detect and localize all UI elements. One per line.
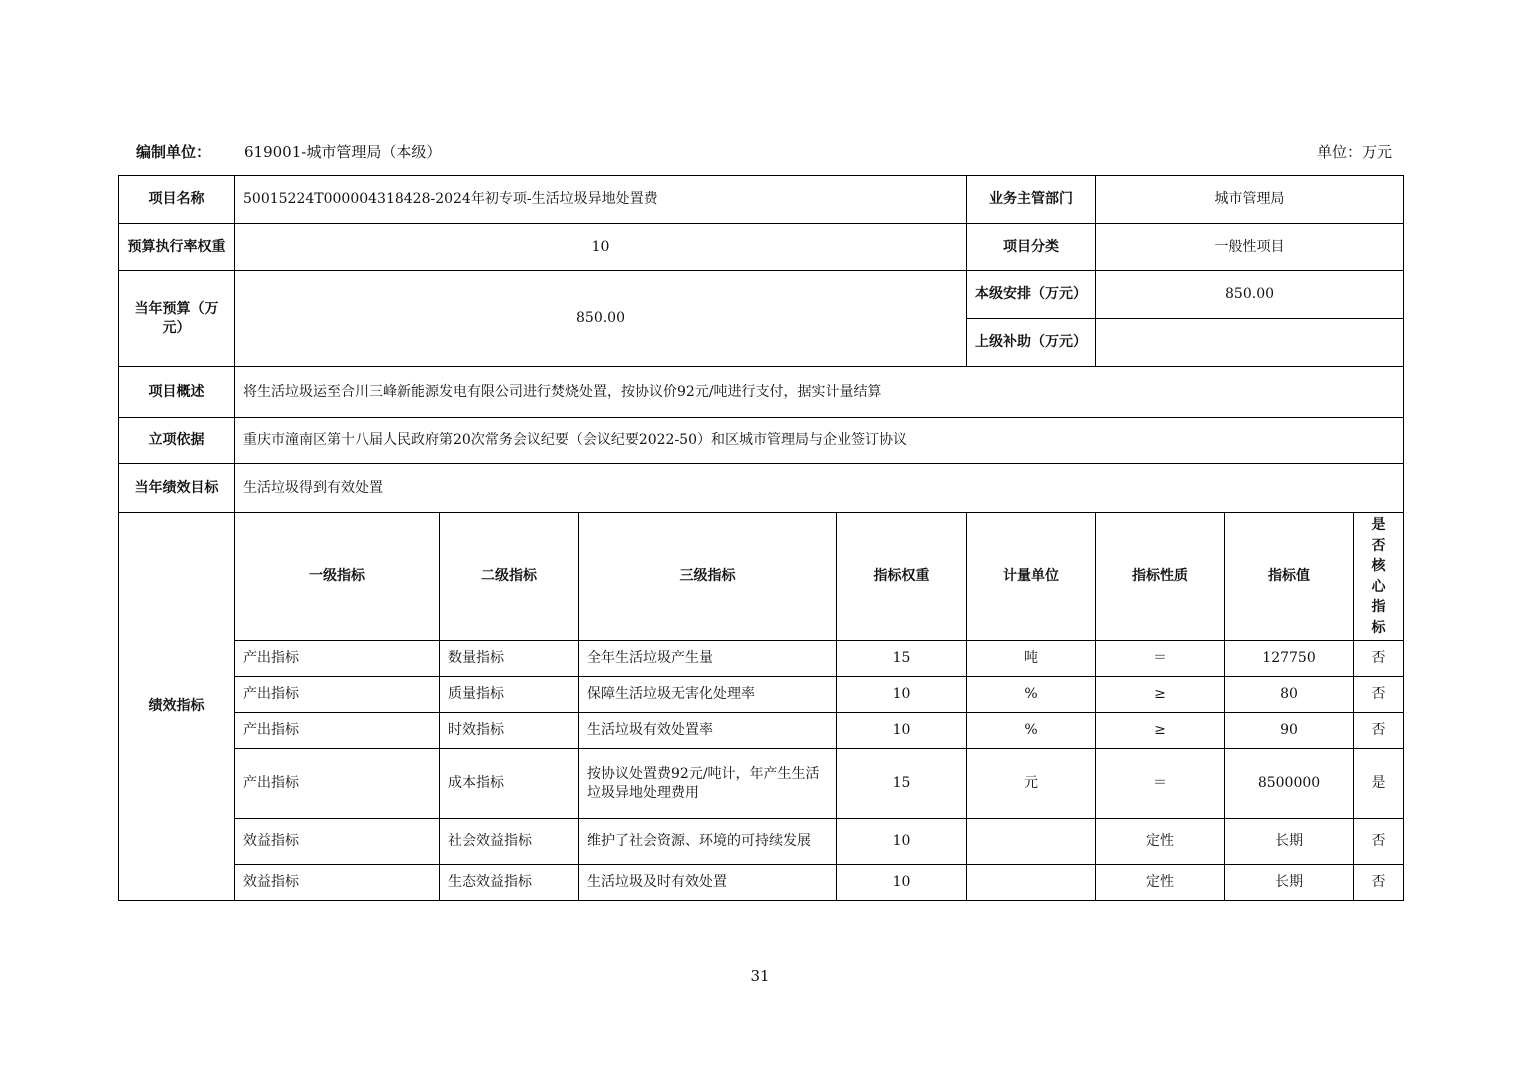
indicator-unit — [967, 819, 1096, 865]
indicator-level1: 产出指标 — [235, 713, 440, 749]
indicator-level2: 成本指标 — [440, 749, 579, 819]
indicator-row — [119, 641, 1404, 677]
header-level2: 二级指标 — [440, 513, 579, 641]
project-performance-table — [118, 175, 1404, 901]
header-core-char: 否 — [1371, 537, 1386, 554]
indicator-level2: 数量指标 — [440, 641, 579, 677]
budget-value: 850.00 — [235, 271, 967, 367]
indicator-unit — [967, 865, 1096, 901]
indicator-row — [119, 819, 1404, 865]
indicator-core: 否 — [1354, 819, 1404, 865]
header-core — [1354, 513, 1404, 641]
indicator-level2: 质量指标 — [440, 677, 579, 713]
indicator-value: 90 — [1225, 713, 1354, 749]
indicator-row — [119, 677, 1404, 713]
indicator-level1: 产出指标 — [235, 749, 440, 819]
indicator-level3: 全年生活垃圾产生量 — [579, 641, 837, 677]
indicator-header-row — [119, 513, 1404, 641]
indicator-weight: 15 — [837, 749, 967, 819]
budget-row — [119, 271, 1404, 319]
basis-row — [119, 418, 1404, 464]
indicator-unit: % — [967, 677, 1096, 713]
indicator-level1: 效益指标 — [235, 819, 440, 865]
indicator-level3: 生活垃圾及时有效处置 — [579, 865, 837, 901]
indicator-value: 8500000 — [1225, 749, 1354, 819]
header-value: 指标值 — [1225, 513, 1354, 641]
indicator-nature: ≥ — [1096, 677, 1225, 713]
project-name-label: 项目名称 — [119, 176, 235, 224]
project-name-value: 50015224T000004318428-2024年初专项-生活垃圾异地处置费 — [235, 176, 967, 224]
indicator-nature: 定性 — [1096, 865, 1225, 901]
header-unit: 计量单位 — [967, 513, 1096, 641]
header-weight: 指标权重 — [837, 513, 967, 641]
org-value: 619001-城市管理局（本级） — [244, 143, 442, 161]
indicator-level3: 按协议处置费92元/吨计，年产生生活垃圾异地处理费用 — [579, 749, 837, 819]
header-core-char: 是 — [1371, 517, 1386, 533]
indicators-section-label: 绩效指标 — [119, 513, 235, 901]
indicator-unit: 元 — [967, 749, 1096, 819]
page-number: 31 — [750, 967, 770, 985]
indicator-nature: ＝ — [1096, 641, 1225, 677]
category-label: 项目分类 — [967, 224, 1096, 271]
goal-row — [119, 464, 1404, 513]
indicator-row — [119, 713, 1404, 749]
indicator-level3: 维护了社会资源、环境的可持续发展 — [579, 819, 837, 865]
header-core-char: 标 — [1371, 619, 1386, 636]
indicator-unit: 吨 — [967, 641, 1096, 677]
indicator-weight: 15 — [837, 641, 967, 677]
indicator-weight: 10 — [837, 865, 967, 901]
indicator-level1: 产出指标 — [235, 677, 440, 713]
indicator-value: 80 — [1225, 677, 1354, 713]
category-value: 一般性项目 — [1096, 224, 1404, 271]
local-budget-label: 本级安排（万元） — [967, 271, 1096, 319]
goal-label: 当年绩效目标 — [119, 464, 235, 513]
indicator-row — [119, 865, 1404, 901]
indicator-level2: 时效指标 — [440, 713, 579, 749]
budget-label: 当年预算（万元） — [119, 271, 235, 367]
indicator-core: 否 — [1354, 713, 1404, 749]
indicator-core: 是 — [1354, 749, 1404, 819]
indicator-nature: ≥ — [1096, 713, 1225, 749]
indicator-level2: 生态效益指标 — [440, 865, 579, 901]
indicator-weight: 10 — [837, 713, 967, 749]
header-core-char: 指 — [1371, 599, 1386, 615]
local-budget-value: 850.00 — [1096, 271, 1404, 319]
header-nature: 指标性质 — [1096, 513, 1225, 641]
dept-label: 业务主管部门 — [967, 176, 1096, 224]
indicator-weight: 10 — [837, 677, 967, 713]
indicator-nature: ＝ — [1096, 749, 1225, 819]
weight-value: 10 — [235, 224, 967, 271]
indicator-value: 长期 — [1225, 819, 1354, 865]
indicator-level2: 社会效益指标 — [440, 819, 579, 865]
indicator-value: 长期 — [1225, 865, 1354, 901]
dept-value: 城市管理局 — [1096, 176, 1404, 224]
org-label: 编制单位： — [136, 143, 212, 161]
overview-label: 项目概述 — [119, 367, 235, 418]
upper-budget-label: 上级补助（万元） — [967, 319, 1096, 367]
header-level3: 三级指标 — [579, 513, 837, 641]
indicator-nature: 定性 — [1096, 819, 1225, 865]
indicator-core: 否 — [1354, 677, 1404, 713]
indicator-core: 否 — [1354, 865, 1404, 901]
indicator-level1: 产出指标 — [235, 641, 440, 677]
weight-label: 预算执行率权重 — [119, 224, 235, 271]
unit-label: 单位：万元 — [1316, 143, 1392, 161]
header-core-char: 心 — [1371, 578, 1386, 595]
basis-label: 立项依据 — [119, 418, 235, 464]
weight-row — [119, 224, 1404, 271]
indicator-value: 127750 — [1225, 641, 1354, 677]
goal-value: 生活垃圾得到有效处置 — [235, 464, 1404, 513]
indicator-level3: 保障生活垃圾无害化处理率 — [579, 677, 837, 713]
indicator-row — [119, 749, 1404, 819]
header-core-char: 核 — [1371, 558, 1386, 574]
indicator-weight: 10 — [837, 819, 967, 865]
basis-value: 重庆市潼南区第十八届人民政府第20次常务会议纪要（会议纪要2022-50）和区城市管理局与企业签订协议 — [235, 418, 1404, 464]
indicator-level3: 生活垃圾有效处置率 — [579, 713, 837, 749]
overview-value: 将生活垃圾运至合川三峰新能源发电有限公司进行焚烧处置，按协议价92元/吨进行支付，据实计量结算 — [235, 367, 1404, 418]
indicator-level1: 效益指标 — [235, 865, 440, 901]
overview-row — [119, 367, 1404, 418]
indicator-unit: % — [967, 713, 1096, 749]
indicator-core: 否 — [1354, 641, 1404, 677]
project-name-row — [119, 176, 1404, 224]
header-level1: 一级指标 — [235, 513, 440, 641]
upper-budget-value — [1096, 319, 1404, 367]
